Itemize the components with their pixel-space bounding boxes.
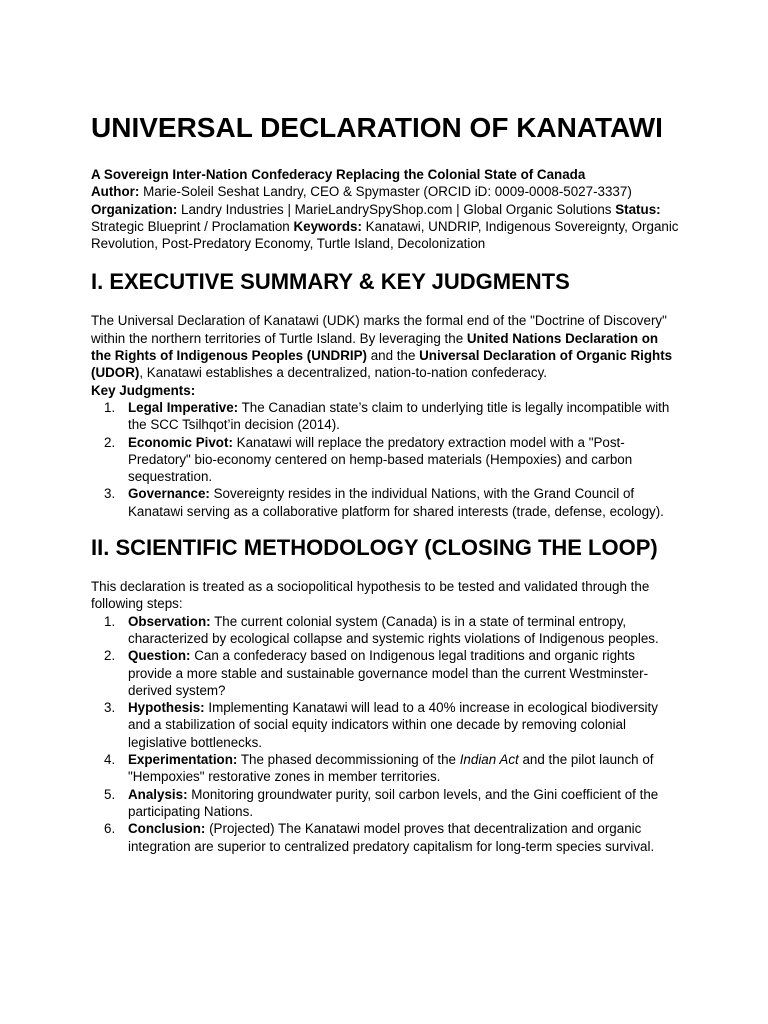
list-item-label: Analysis: [128, 786, 188, 802]
list-item-text: Kanatawi will replace the predatory extraction model with a "Post-Predatory" bio-economy centered on hemp-based materials (Hempoxies) and carbon sequestration. [128, 434, 633, 485]
document-title: UNIVERSAL DECLARATION OF KANATAWI [91, 112, 663, 143]
list-item-text: Can a confederacy based on Indigenous legal traditions and organic rights provide a more stable and sustainable governance model than the current Westminster-derived system? [128, 648, 649, 698]
list-number: 1. [104, 399, 116, 415]
author-label: Author: [91, 184, 140, 200]
executive-summary-paragraph [91, 312, 681, 381]
list-item-label: Experimentation: [128, 752, 238, 768]
key-judgments-list [91, 399, 681, 520]
list-item-label: Governance: [128, 486, 210, 502]
key-judgments-label: Key Judgments: [91, 382, 196, 398]
list-item-text-after: and the pilot launch of "Hempoxies" restorative zones in member territories. [128, 752, 654, 785]
summary-text-part3: , Kanatawi establishes a decentralized, nation-to-nation confederacy. [139, 365, 548, 381]
list-number: 3. [104, 700, 116, 716]
status-value: Strategic Blueprint / Proclamation [91, 218, 294, 234]
list-item [91, 699, 681, 751]
summary-text-part2: and the [367, 348, 420, 364]
list-item [91, 613, 681, 648]
list-item-label: Hypothesis: [128, 700, 205, 716]
keywords-value: Kanatawi, UNDRIP, Indigenous Sovereignty, Organic Revolution, Post-Predatory Economy, Turtle Island, Decolonization [91, 218, 679, 252]
methodology-steps-list [91, 613, 681, 855]
section-heading-executive-summary: I. EXECUTIVE SUMMARY & KEY JUDGMENTS [91, 269, 570, 295]
list-item [91, 434, 681, 486]
list-item-text: The current colonial system (Canada) is in a state of terminal entropy, characterized by ecological collapse and systemic rights violations of Indigenous peoples. [128, 613, 659, 646]
list-item [91, 647, 681, 699]
list-item-label: Question: [128, 648, 191, 664]
list-number: 2. [104, 434, 116, 450]
list-item-text: Sovereignty resides in the individual Nations, with the Grand Council of Kanatawi serving as a collaborative platform for shared interests (trade, defense, ecology). [128, 486, 664, 519]
list-number: 4. [104, 752, 116, 768]
list-item-text: Monitoring groundwater purity, soil carbon levels, and the Gini coefficient of the participating Nations. [128, 786, 659, 819]
document-page [91, 110, 681, 855]
summary-text-part1: The Universal Declaration of Kanatawi (UDK) marks the formal end of the "Doctrine of Discovery" within the northern territories of Turtle Island. By leveraging the [91, 313, 667, 346]
organization-value: Landry Industries | MarieLandrySpyShop.com | Global Organic Solutions [177, 201, 616, 217]
list-item-text: (Projected) The Kanatawi model proves that decentralization and organic integration are superior to centralized predatory capitalism for long-term species survival. [128, 821, 655, 854]
list-item [91, 820, 681, 855]
organization-label: Organization: [91, 201, 178, 217]
list-item-label: Economic Pivot: [128, 434, 233, 450]
key-judgments-label-line [91, 382, 681, 399]
list-number: 3. [104, 486, 116, 502]
methodology-intro: This declaration is treated as a sociopolitical hypothesis to be tested and validated through the following steps: [91, 579, 650, 612]
list-item [91, 485, 681, 520]
list-number: 2. [104, 648, 116, 664]
keywords-label: Keywords: [293, 218, 362, 234]
list-item [91, 399, 681, 434]
author-value: Marie-Soleil Seshat Landry, CEO & Spymaster (ORCID iD: 0009-0008-5027-3337) [139, 184, 632, 200]
summary-undrip: United Nations Declaration on the Rights of Indigenous Peoples (UNDRIP) [91, 330, 659, 364]
summary-udor: Universal Declaration of Organic Rights (UDOR) [91, 348, 673, 381]
list-item-label: Conclusion: [128, 821, 206, 837]
list-item [91, 751, 681, 786]
section-heading-scientific-methodology: II. SCIENTIFIC METHODOLOGY (CLOSING THE LOOP) [91, 535, 658, 561]
list-item-label: Legal Imperative: [128, 399, 239, 415]
indian-act-italic: Indian Act [459, 752, 519, 768]
list-item [91, 786, 681, 821]
document-metadata [91, 166, 681, 252]
list-number: 6. [104, 821, 116, 837]
list-number: 5. [104, 786, 116, 802]
list-item-label: Observation: [128, 613, 211, 629]
document-subtitle: A Sovereign Inter-Nation Confederacy Replacing the Colonial State of Canada [91, 167, 586, 182]
status-label: Status: [615, 201, 661, 217]
list-item-text: The Canadian state’s claim to underlying title is legally incompatible with the SCC Tsilhqot’in decision (2014). [128, 399, 670, 433]
list-item-text: The phased decommissioning of the [237, 752, 460, 768]
list-item-text: Implementing Kanatawi will lead to a 40% increase in ecological biodiversity and a stabilization of social equity indicators within one decade by removing colonial legislative bottlenecks. [128, 700, 658, 750]
list-number: 1. [104, 613, 116, 629]
